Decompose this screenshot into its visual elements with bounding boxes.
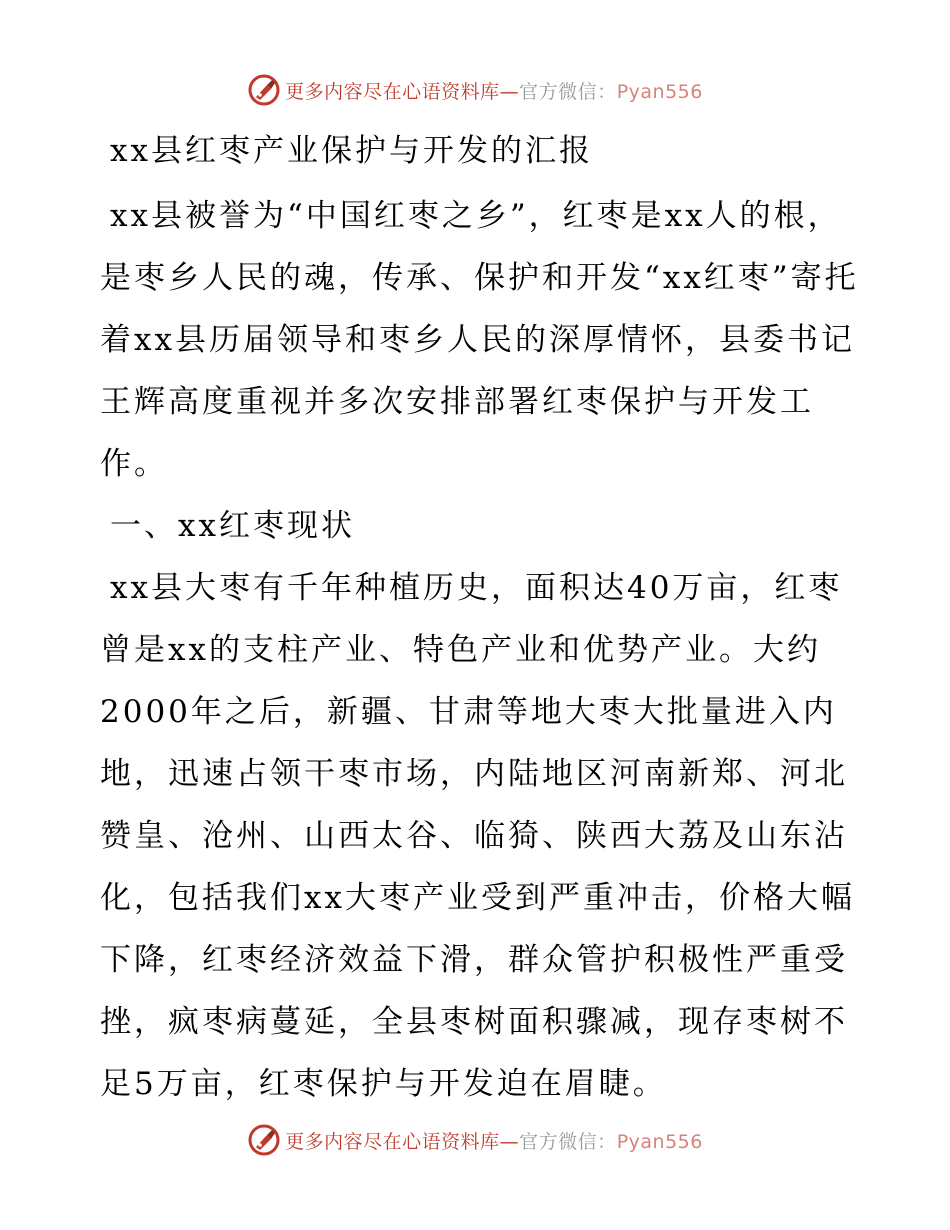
pen-nib-logo-icon xyxy=(247,1123,281,1157)
banner-content xyxy=(247,73,703,107)
banner-separator: — xyxy=(499,80,520,103)
wechat-label: 官方微信： xyxy=(519,80,617,103)
footer-banner xyxy=(0,1120,950,1160)
banner-slogan: 更多内容尽在心语资料库 xyxy=(285,80,500,103)
wechat-id: Pyan556 xyxy=(616,80,703,103)
banner-text xyxy=(285,1127,703,1154)
status-paragraph: xx县大枣有千年种植历史，面积达40万亩，红枣曾是xx的支柱产业、特色产业和优势产业。大约2000年之后，新疆、甘肃等地大枣大批量进入内地，迅速占领干枣市场，内陆地区河南新郑、河北赞皇、沧州、山西太谷、临猗、陕西大荔及山东沾化，包括我们xx大枣产业受到严重冲击，价格大幅下降，红枣经济效益下滑，群众管护积极性严重受挫，疯枣病蔓延，全县枣树面积骤减，现存枣树不足5万亩，红枣保护与开发迫在眉睫。 xyxy=(100,570,855,1102)
wechat-id: Pyan556 xyxy=(616,1130,703,1153)
pen-nib-logo-icon xyxy=(247,73,281,107)
banner-slogan: 更多内容尽在心语资料库 xyxy=(285,1130,500,1153)
header-banner xyxy=(0,70,950,110)
banner-separator: — xyxy=(499,1130,520,1153)
intro-paragraph: xx县被誉为“中国红枣之乡”，红枣是xx人的根，是枣乡人民的魂，传承、保护和开发“xx红枣”寄托着xx县历届领导和枣乡人民的深厚情怀，县委书记王辉高度重视并多次安排部署红枣保护与开发工作。 xyxy=(100,198,859,482)
document-body xyxy=(100,120,860,1115)
banner-content xyxy=(247,1123,703,1157)
wechat-label: 官方微信： xyxy=(519,1130,617,1153)
section-heading: 一、xx红枣现状 xyxy=(110,508,355,544)
banner-text xyxy=(285,77,703,104)
document-title: xx县红枣产业保护与开发的汇报 xyxy=(110,133,593,169)
